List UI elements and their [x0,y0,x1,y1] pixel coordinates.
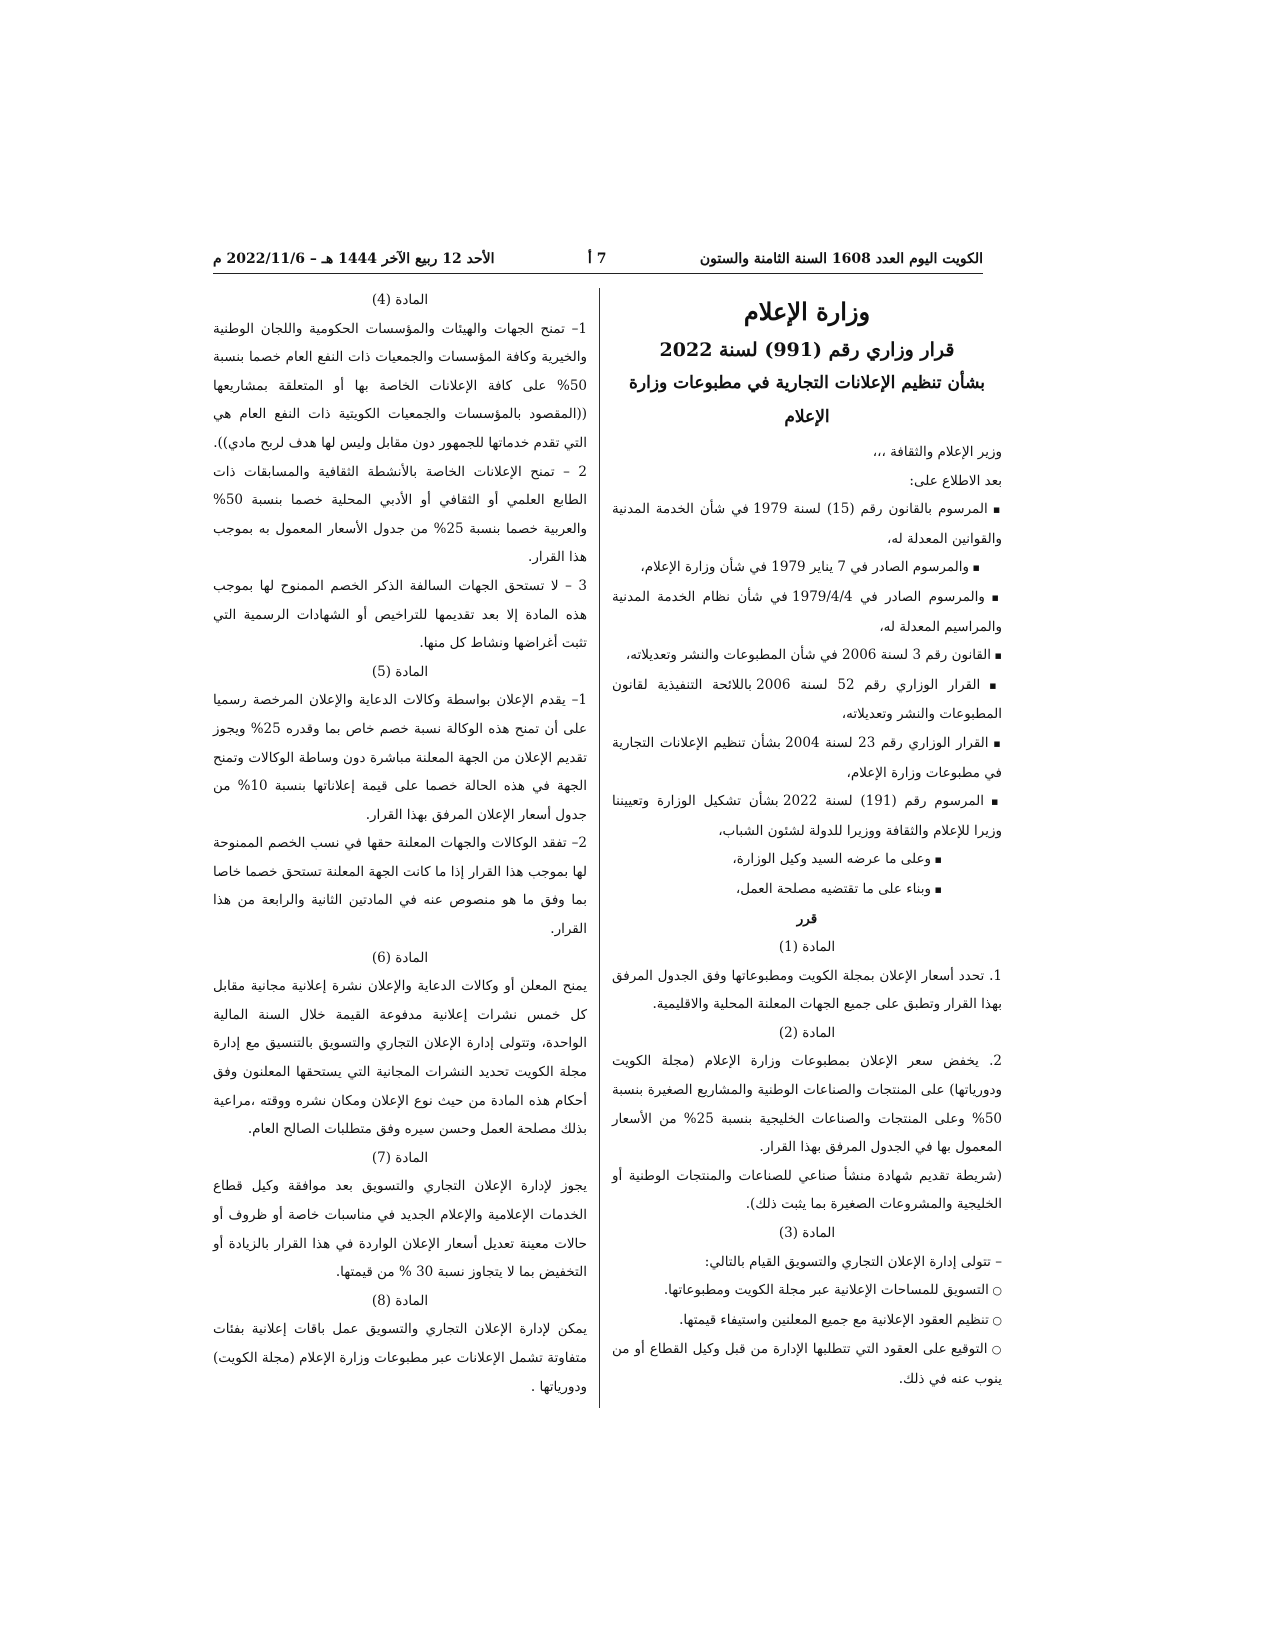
article-8-text: يمكن لإدارة الإعلان التجاري والتسويق عمل باقات إعلانية بفئات متفاوتة تشمل الإعلانات عبر مطبوعات وزارة الإعلام (مجلة الكويت) ودورياتها . [213,1321,587,1395]
ministry-title: وزارة الإعلام [743,297,871,326]
resolved-label: قرر [796,910,818,927]
header-date: الأحد 12 ربيع الآخر 1444 هـ – 2022/11/6 م [213,251,495,267]
article-4-paragraph-1: 1– تمنح الجهات والهيئات والمؤسسات الحكومية واللجان الوطنية والخيرية وكافة المؤسسات والجمعيات ذات النفع العام خصما بنسبة 50% على كافة الإعلانات الخاصة بها أو المتعلقة بمشاريعها ((المقصود بالمؤسسات والجمعيات الكويتية ذات النفع العام هي التي تقدم خدماتها للجمهور دون مقابل وليس لها هدف لربح مادي)). [213,320,587,451]
minister-line: وزير الإعلام والثقافة ،،، [872,444,1002,460]
ref-item: ▪ القرار الوزاري رقم 23 لسنة 2004 بشأن تنظيم الإعلانات التجارية في مطبوعات وزارة الإعلام، [612,729,1002,787]
article-6-title: المادة (6) [371,949,429,966]
page-header [213,246,983,272]
ref-item: ▪ والمرسوم الصادر في 1979/4/4 في شأن نظام الخدمة المدنية والمراسيم المعدلة له، [612,583,1002,641]
article-8-title: المادة (8) [371,1292,429,1309]
article-4-paragraph-2: 2 – تمنح الإعلانات الخاصة بالأنشطة الثقافية والمسابقات ذات الطابع العلمي أو الثقافي أو الأدبي المحلية خصما بنسبة 50% والعربية خصما بنسبة 25% من جدول الأسعار المعمول به بموجب هذا القرار. [213,463,587,566]
article-2-text: 2. يخفض سعر الإعلان بمطبوعات وزارة الإعلام (مجلة الكويت ودورياتها) على المنتجات والصناعات الوطنية والمشاريع الصغيرة بنسبة 50% وعلى المنتجات والصناعات الخليجية بنسبة 25% من الأسعار المعمول بها في الجدول المرفق بهذا القرار. [612,1053,1003,1156]
ref-item: ▪ المرسوم بالقانون رقم (15) لسنة 1979 في شأن الخدمة المدنية والقوانين المعدلة له، [612,495,1002,553]
article-2-title: المادة (2) [778,1024,836,1041]
ref-item: ▪ وعلى ما عرضه السيد وكيل الوزارة، [612,845,1002,875]
article-5-paragraph-2: 2– تفقد الوكالات والجهات المعلنة حقها في نسب الخصم الممنوحة لها بموجب هذا القرار إذا ما كانت الجهة المعلنة تستحق خصما خاصا بما وفق ما هو منصوص عنه في المادتين الثانية والرابعة من هذا القرار. [213,835,587,938]
article-1-text: 1. تحدد أسعار الإعلان بمجلة الكويت ومطبوعاتها وفق الجدول المرفق بهذا القرار وتطبق على جميع الجهات المعلنة المحلية والاقليمية. [612,967,1002,1013]
after-review: بعد الاطلاع على: [909,472,1002,489]
decree-subject-line-2: الإعلام [784,407,830,427]
article-5-title: المادة (5) [371,663,429,680]
ref-item: ▪ القانون رقم 3 لسنة 2006 في شأن المطبوعات والنشر وتعديلاته، [612,641,1002,671]
column-divider [599,288,600,1408]
left-column [213,286,587,1401]
header-rule [213,273,983,274]
article-2-note: (شريطة تقديم شهادة منشأ صناعي للصناعات والمنتجات الوطنية أو الخليجية والمشروعات الصغيرة بما يثبت ذلك). [612,1167,1002,1213]
header-page-number: 7 أ [587,251,607,267]
article-3-intro: – تتولى إدارة الإعلان التجاري والتسويق القيام بالتالي: [704,1253,1002,1270]
header-issue: الكويت اليوم العدد 1608 السنة الثامنة والستون [699,251,983,267]
ref-item: ▪ القرار الوزاري رقم 52 لسنة 2006 باللائحة التنفيذية لقانون المطبوعات والنشر وتعديلاته، [612,671,1002,729]
ref-item: ▪ والمرسوم الصادر في 7 يناير 1979 في شأن وزارة الإعلام، [612,553,1002,583]
article-7-title: المادة (7) [371,1149,429,1166]
ref-item: ▪ وبناء على ما تقتضيه مصلحة العمل، [612,875,1002,905]
article-6-text: يمنح المعلن أو وكالات الدعاية والإعلان نشرة إعلانية مجانية مقابل كل خمس نشرات إعلانية مدفوعة القيمة خلال السنة المالية الواحدة، وتتولى إدارة الإعلان التجاري والتسويق بالتنسيق مع إدارة مجلة الكويت تحديد النشرات المجانية التي يستحقها المعلنون وفق أحكام هذه المادة من حيث نوع الإعلان ومكان نشره ووقته ،مراعية بذلك مصلحة العمل وحسن سيره وفق متطلبات الصالح العام. [213,978,587,1138]
decree-subject [612,366,1002,434]
ref-item: ▪ المرسوم رقم (191) لسنة 2022 بشأن تشكيل الوزارة وتعييننا وزيرا للإعلام والثقافة ووزيرا للدولة لشئون الشباب، [612,787,1002,845]
article-3-title: المادة (3) [778,1225,836,1242]
article-5-paragraph-1: 1– يقدم الإعلان بواسطة وكالات الدعاية والإعلان المرخصة رسميا على أن تمنح هذه الوكالة نسبة خصم خاص بما وقدره 25% ويجوز تقديم الإعلان من الجهة المعلنة مباشرة دون وساطة الوكالات وتمنح الجهة في هذه الحالة خصما على قيمة إعلاناتها بنسبة 10% من جدول أسعار الإعلان المرفق بهذا القرار. [213,692,588,823]
decree-subject-line-1: بشأن تنظيم الإعلانات التجارية في مطبوعات وزارة [628,373,986,393]
right-column [612,286,1002,1394]
article-3-item: ○ تنظيم العقود الإعلانية مع جميع المعلنين واستيفاء قيمتها. [612,1306,1002,1336]
article-3-item: ○ التوقيع على العقود التي تتطلبها الإدارة من قبل وكيل القطاع أو من ينوب عنه في ذلك. [612,1335,1002,1393]
article-3-item: ○ التسويق للمساحات الإعلانية عبر مجلة الكويت ومطبوعاتها. [612,1276,1002,1306]
article-4-paragraph-3: 3 – لا تستحق الجهات السالفة الذكر الخصم الممنوح لها بموجب هذه المادة إلا بعد تقديمها للتراخيص أو الشهادات الرسمية التي تثبت أغراضها ونشاط كل منها. [213,577,587,652]
article-7-text: يجوز لإدارة الإعلان التجاري والتسويق بعد موافقة وكيل قطاع الخدمات الإعلامية والإعلام الجديد في مناسبات خاصة أو ظروف أو حالات معينة تعديل أسعار الإعلان الواردة في هذا القرار بالزيادة أو التخفيض بما لا يتجاوز نسبة 30 % من قيمتها. [213,1178,587,1281]
article-4-title: المادة (4) [371,292,429,308]
article-1-title: المادة (1) [778,939,836,956]
decree-title: قرار وزاري رقم (991) لسنة 2022 [659,339,955,361]
